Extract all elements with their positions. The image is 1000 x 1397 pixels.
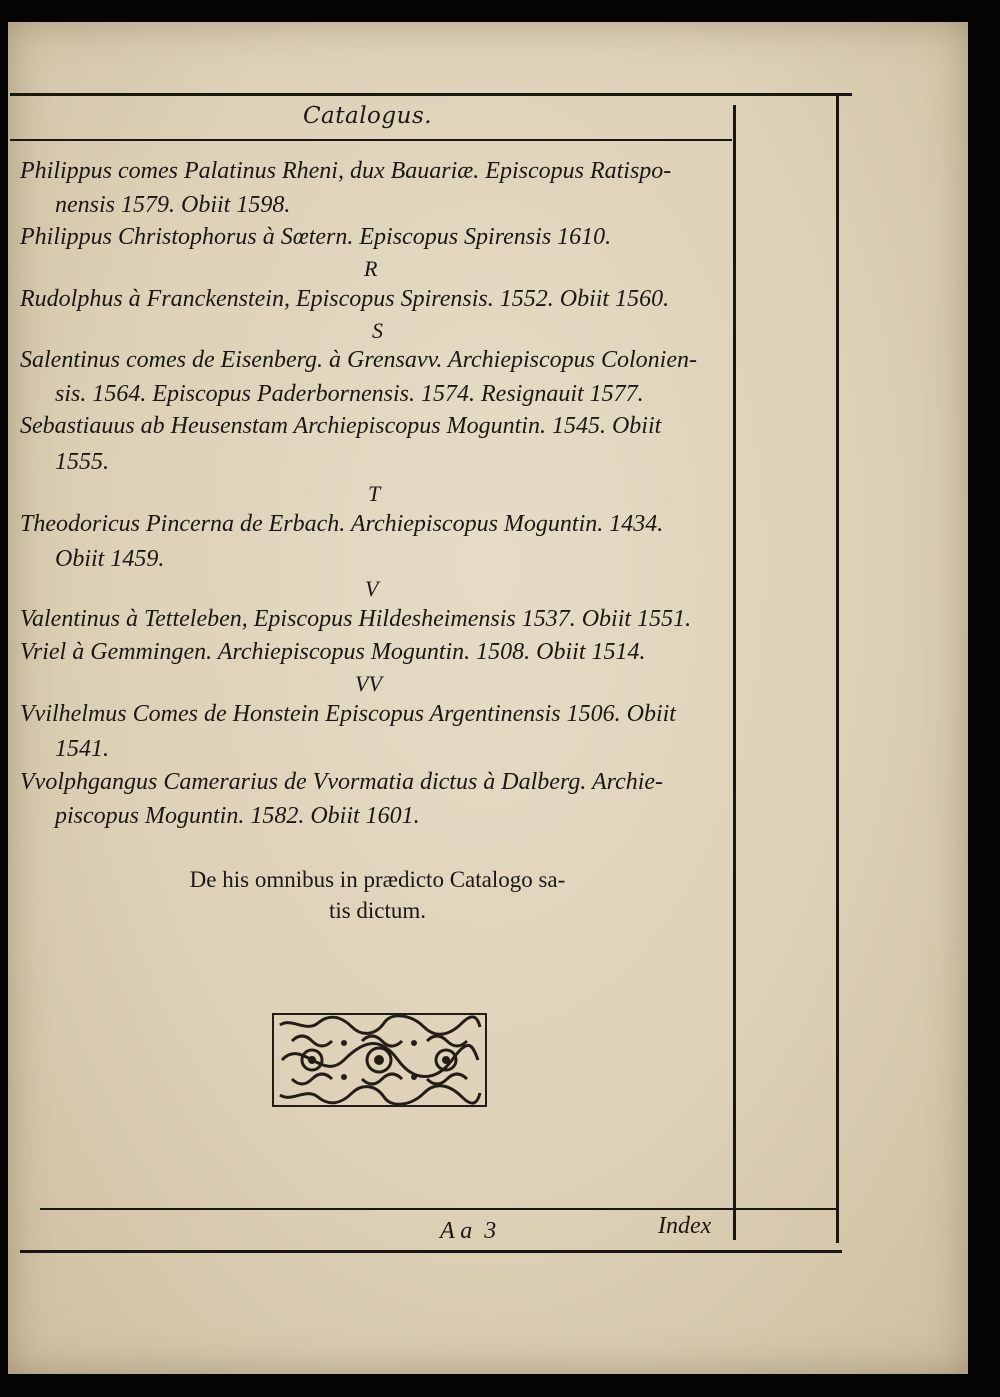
- entry-philippus-christophorus: Philippus Christophorus à Sœtern. Episcopus Spirensis 1610.: [20, 224, 612, 250]
- entry-theodoricus-line1: Theodoricus Pincerna de Erbach. Archiepiscopus Moguntin. 1434.: [20, 511, 664, 537]
- entry-vvolphgangus-line2: piscopus Moguntin. 1582. Obiit 1601.: [55, 803, 420, 829]
- ornamental-vignette: [272, 1013, 487, 1107]
- section-letter-v: V: [365, 576, 379, 601]
- top-rule: [10, 93, 852, 96]
- closing-note-line1: De his omnibus in prædicto Catalogo sa-: [189, 867, 566, 892]
- closing-note: [150, 864, 605, 926]
- entry-sebastianus-line2: 1555.: [55, 449, 109, 475]
- section-letter-s: S: [372, 318, 383, 343]
- running-title: Catalogus.: [302, 103, 433, 129]
- bottom-lower-rule: [20, 1250, 842, 1253]
- section-letter-t: T: [368, 481, 381, 506]
- entry-philippus-line2: nensis 1579. Obiit 1598.: [55, 192, 291, 218]
- entry-vvilhelmus-line1: Vvilhelmus Comes de Honstein Episcopus Argentinensis 1506. Obiit: [20, 701, 676, 727]
- inner-vertical-rule: [733, 105, 736, 1240]
- signature-mark: A a 3: [440, 1218, 497, 1244]
- title-underline-rule: [10, 139, 732, 141]
- entry-rudolphus: Rudolphus à Franckenstein, Episcopus Spirensis. 1552. Obiit 1560.: [20, 286, 670, 312]
- catchword: Index: [658, 1213, 712, 1239]
- entry-valentinus: Valentinus à Tetteleben, Episcopus Hildesheimensis 1537. Obiit 1551.: [20, 606, 692, 632]
- entry-vvilhelmus-line2: 1541.: [55, 736, 109, 762]
- outer-vertical-rule: [836, 93, 839, 1243]
- entry-sebastianus-line1: Sebastiauus ab Heusenstam Archiepiscopus Moguntin. 1545. Obiit: [20, 413, 662, 439]
- entry-philippus-line1: Philippus comes Palatinus Rheni, dux Bauariæ. Episcopus Ratispo-: [20, 158, 672, 184]
- entry-salentinus-line2: sis. 1564. Episcopus Paderbornensis. 1574. Resignauit 1577.: [55, 381, 644, 407]
- section-letter-vv: VV: [355, 671, 382, 696]
- section-letter-r: R: [364, 256, 378, 281]
- bottom-upper-rule: [40, 1208, 838, 1210]
- entry-vvolphgangus-line1: Vvolphgangus Camerarius de Vvormatia dictus à Dalberg. Archie-: [20, 769, 664, 795]
- closing-note-line2: tis dictum.: [328, 898, 427, 923]
- entry-salentinus-line1: Salentinus comes de Eisenberg. à Grensavv. Archiepiscopus Colonien-: [20, 347, 697, 373]
- entry-theodoricus-line2: Obiit 1459.: [55, 546, 165, 572]
- entry-vriel: Vriel à Gemmingen. Archiepiscopus Moguntin. 1508. Obiit 1514.: [20, 639, 646, 665]
